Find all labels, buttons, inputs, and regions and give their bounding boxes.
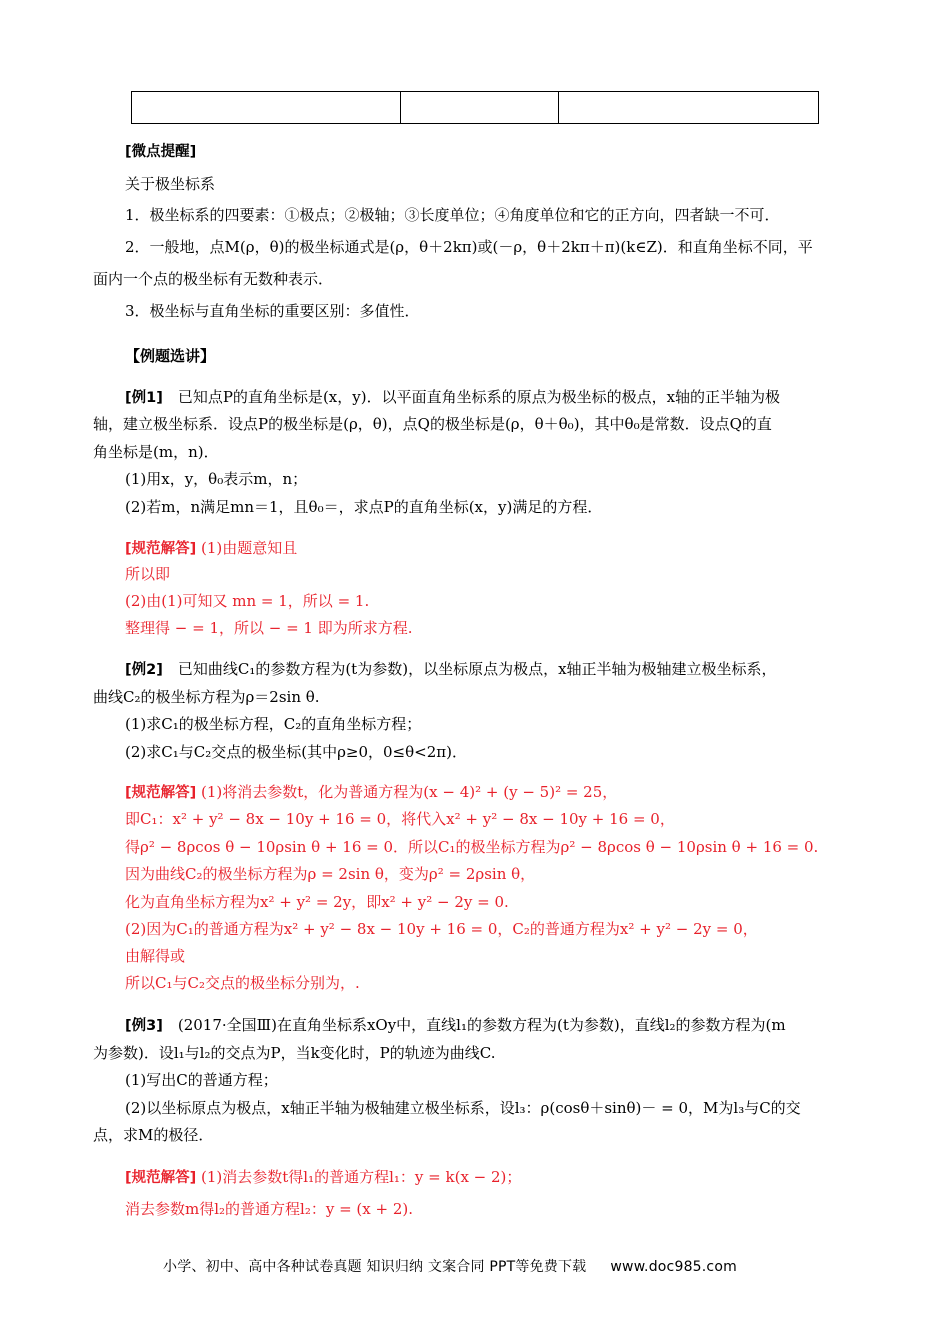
section-title: 【例题选讲】 bbox=[125, 347, 216, 365]
example-3-question-2-line-1: (2)以坐标原点为极点，x轴正半轴为极轴建立极坐标系，设l₃：ρ(cosθ＋sinθ)－ = 0，M为l₃与C的交 bbox=[125, 1099, 801, 1117]
answer-text: (1)由题意知且 bbox=[196, 539, 298, 557]
example-3-answer-line-2: 消去参数m得l₂的普通方程l₂：y = (x + 2). bbox=[125, 1200, 414, 1218]
answer-text: (1)将消去参数t，化为普通方程为(x − 4)² + (y − 5)² = 25， bbox=[196, 783, 618, 801]
example-3-tag: [例3] bbox=[125, 1018, 163, 1034]
example-3-question-1: (1)写出C的普通方程； bbox=[125, 1071, 278, 1089]
page-footer bbox=[163, 1258, 737, 1276]
example-1-text: 已知点P的直角坐标是(x，y)．以平面直角坐标系的原点为极坐标的极点，x轴的正半轴为极 bbox=[162, 388, 781, 406]
table-cell bbox=[401, 92, 559, 123]
example-1-answer-line-4: 整理得 − = 1，所以 − = 1 即为所求方程. bbox=[125, 619, 413, 637]
example-1-line-2: 轴，建立极坐标系．设点P的极坐标是(ρ，θ)，点Q的极坐标是(ρ，θ＋θ₀)，其中θ₀是常数．设点Q的直 bbox=[93, 415, 772, 433]
example-2-tag: [例2] bbox=[125, 662, 163, 678]
example-2-line-1 bbox=[125, 660, 777, 679]
example-2-question-2: (2)求C₁与C₂交点的极坐标(其中ρ≥0，0≤θ<2π)． bbox=[125, 743, 467, 761]
footer-link[interactable]: www.doc985.com bbox=[610, 1259, 737, 1275]
example-2-answer-line-4: 因为曲线C₂的极坐标方程为ρ = 2sin θ，变为ρ² = 2ρsin θ， bbox=[125, 865, 536, 883]
example-2-answer-line-7: 由解得或 bbox=[125, 947, 186, 965]
example-3-line-2: 为参数)．设l₁与l₂的交点为P，当k变化时，P的轨迹为曲线C. bbox=[93, 1044, 496, 1062]
example-2-answer-line-6: (2)因为C₁的普通方程为x² + y² − 8x − 10y + 16 = 0，C₂的普通方程为x² + y² − 2y = 0， bbox=[125, 920, 758, 938]
example-1-line-1 bbox=[125, 388, 780, 407]
tip-heading: 关于极坐标系 bbox=[125, 175, 216, 193]
example-3-line-1 bbox=[125, 1016, 786, 1035]
example-1-answer-line-3: (2)由(1)可知又 mn = 1，所以 = 1. bbox=[125, 592, 370, 610]
answer-tag: [规范解答] bbox=[125, 1170, 197, 1186]
example-1-tag: [例1] bbox=[125, 390, 163, 406]
tip-item-2-line-2: 面内一个点的极坐标有无数种表示． bbox=[93, 270, 334, 288]
example-1-answer-line-2: 所以即 bbox=[125, 565, 171, 583]
example-3-answer-line-1 bbox=[125, 1168, 521, 1187]
example-2-answer-line-5: 化为直角坐标方程为x² + y² = 2y，即x² + y² − 2y = 0. bbox=[125, 893, 509, 911]
answer-tag: [规范解答] bbox=[125, 541, 197, 557]
table-cell bbox=[132, 92, 401, 123]
example-1-question-2: (2)若m，n满足mn＝1，且θ₀＝，求点P的直角坐标(x，y)满足的方程． bbox=[125, 498, 603, 516]
top-table bbox=[131, 91, 819, 124]
tip-item-2-line-1: 2．一般地，点M(ρ，θ)的极坐标通式是(ρ，θ＋2kπ)或(－ρ，θ＋2kπ＋π)(k∈Z)．和直角坐标不同，平 bbox=[125, 238, 813, 256]
tip-item-3: 3．极坐标与直角坐标的重要区别：多值性． bbox=[125, 302, 420, 320]
answer-text: (1)消去参数t得l₁的普通方程l₁：y = k(x − 2)； bbox=[196, 1168, 522, 1186]
table-cell bbox=[559, 92, 818, 123]
example-3-text: (2017·全国Ⅲ)在直角坐标系xOy中，直线l₁的参数方程为(t为参数)，直线l₂的参数方程为(m bbox=[162, 1016, 786, 1034]
tip-title: [微点提醒] bbox=[125, 144, 197, 160]
answer-tag: [规范解答] bbox=[125, 785, 197, 801]
example-2-text: 已知曲线C₁的参数方程为(t为参数)，以坐标原点为极点，x轴正半轴为极轴建立极坐标系， bbox=[162, 660, 777, 678]
example-2-answer-line-2: 即C₁：x² + y² − 8x − 10y + 16 = 0，将代入x² + y² − 8x − 10y + 16 = 0， bbox=[125, 810, 675, 828]
example-1-question-1: (1)用x，y，θ₀表示m，n； bbox=[125, 470, 308, 488]
example-2-line-2: 曲线C₂的极坐标方程为ρ＝2sin θ. bbox=[93, 688, 320, 706]
example-2-question-1: (1)求C₁的极坐标方程，C₂的直角坐标方程； bbox=[125, 715, 422, 733]
example-3-question-2-line-2: 点，求M的极径． bbox=[93, 1126, 214, 1144]
example-1-line-3: 角坐标是(m，n)． bbox=[93, 443, 219, 461]
example-1-answer-line-1 bbox=[125, 539, 297, 558]
tip-item-1: 1．极坐标系的四要素：①极点；②极轴；③长度单位；④角度单位和它的正方向，四者缺一不可． bbox=[125, 206, 780, 224]
footer-text: 小学、初中、高中各种试卷真题 知识归纳 文案合同 PPT等免费下载 bbox=[163, 1259, 587, 1275]
example-2-answer-line-3: 得ρ² − 8ρcos θ − 10ρsin θ + 16 = 0．所以C₁的极坐标方程为ρ² − 8ρcos θ − 10ρsin θ + 16 = 0. bbox=[125, 838, 819, 856]
example-2-answer-line-1 bbox=[125, 783, 617, 802]
example-2-answer-line-8: 所以C₁与C₂交点的极坐标分别为，. bbox=[125, 974, 360, 992]
